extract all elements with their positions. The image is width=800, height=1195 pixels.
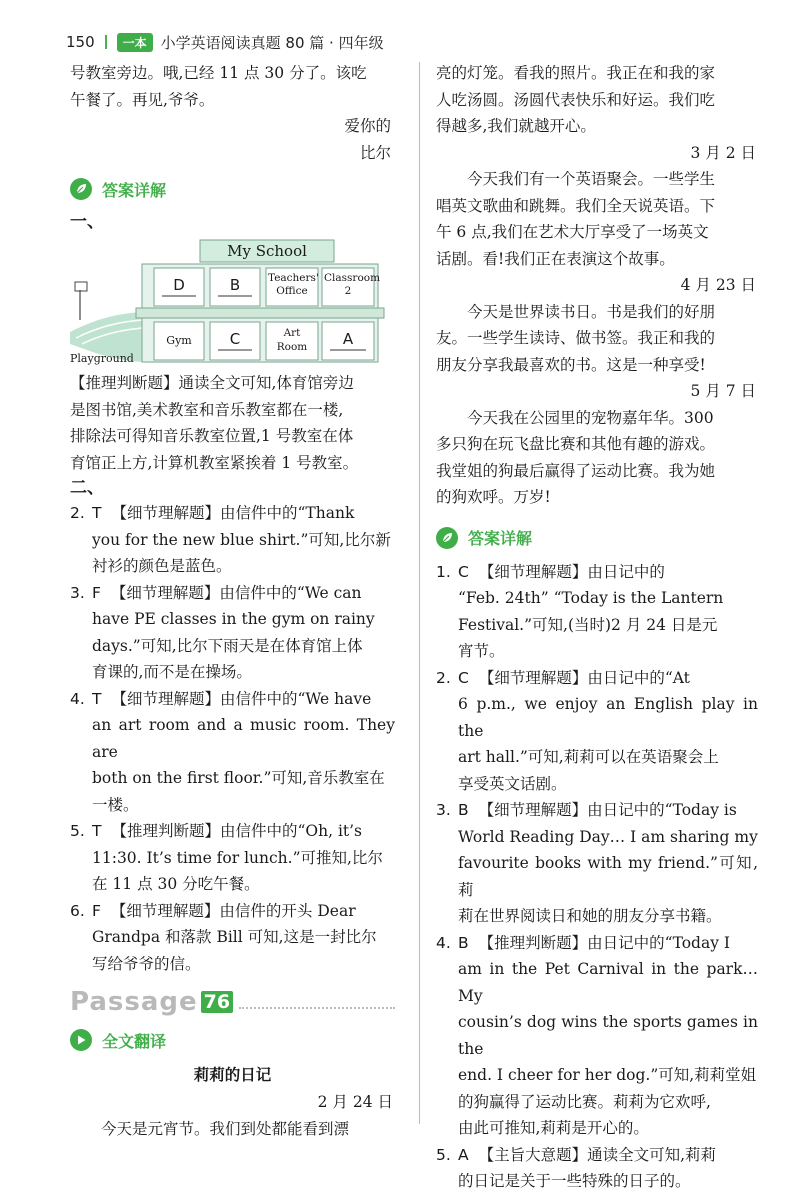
diary-date: 4 月 23 日 xyxy=(680,276,756,294)
diary-line: 的狗欢呼。万岁! xyxy=(436,488,551,506)
answer-line: Grandpa 和落款 Bill 可知,这是一封比尔 xyxy=(92,928,377,946)
explain-line: 是图书馆,美术教室和音乐教室都在一楼, xyxy=(70,400,344,419)
answer-item xyxy=(70,818,395,898)
answer-line: 11:30. It’s time for lunch.”可推知,比尔 xyxy=(92,848,383,867)
left-column xyxy=(70,60,395,1142)
answer-heading xyxy=(70,174,395,204)
answer-heading xyxy=(436,523,758,553)
answer-line: an art room and a music room. They are xyxy=(92,716,395,761)
answer-line: 【细节理解题】由信件中的“We can xyxy=(110,583,362,602)
answer-line: 6 p.m., we enjoy an English play in the xyxy=(458,695,758,740)
book-title: 小学英语阅读真题 80 篇 · 四年级 xyxy=(160,33,384,52)
answer-line: 育课的,而不是在操场。 xyxy=(92,663,252,681)
answer-line: 【推理判断题】由日记中的“Today I xyxy=(478,933,731,952)
answer-line: 【细节理解题】由日记中的“Today is xyxy=(478,801,737,819)
answer-line: 【主旨大意题】通读全文可知,莉莉 xyxy=(478,1145,717,1164)
brand-logo: 一本 xyxy=(117,33,153,52)
diary-date: 2 月 24 日 xyxy=(317,1093,393,1111)
diary-line: 亮的灯笼。看我的照片。我正在和我的家 xyxy=(436,64,716,82)
answer-line: end. I cheer for her dog.”可知,莉莉堂姐 xyxy=(458,1066,757,1084)
diary-line: 今天是元宵节。我们到处都能看到漂 xyxy=(101,1119,350,1138)
answer-item xyxy=(70,686,395,819)
answer-line: 享受英文话剧。 xyxy=(458,774,567,793)
answer-letter: B xyxy=(458,933,469,952)
room-label: Teachers' Office xyxy=(268,272,319,297)
answer-number: 3. xyxy=(70,583,85,602)
answer-number: 4. xyxy=(70,689,85,708)
answer-line: 的狗赢得了运动比赛。莉莉为它欢呼, xyxy=(458,1092,711,1111)
diary-line: 多只狗在玩飞盘比赛和其他有趣的游戏。 xyxy=(436,435,716,453)
answer-letter: C xyxy=(458,562,469,581)
answer-letter: C xyxy=(458,668,469,687)
diary-date: 5 月 7 日 xyxy=(690,382,756,400)
answer-line: days.”可知,比尔下雨天是在体育馆上体 xyxy=(92,636,363,655)
answer-item xyxy=(436,665,758,798)
answer-line: 由此可推知,莉莉是开心的。 xyxy=(458,1119,649,1137)
school-diagram xyxy=(70,234,395,366)
answer-item xyxy=(70,898,395,978)
page-header xyxy=(66,28,384,56)
explain-line: 育馆正上方,计算机教室紧挨着 1 号教室。 xyxy=(70,453,359,472)
room-label: Gym xyxy=(166,334,192,347)
diary-line: 今天我们有一个英语聚会。一些学生 xyxy=(467,170,716,188)
diary-title: 莉莉的日记 xyxy=(193,1066,272,1084)
right-column xyxy=(436,60,758,1195)
answer-line: 【细节理解题】由信件中的“Thank xyxy=(111,504,355,522)
column-divider xyxy=(419,62,420,1124)
answer-line: 衬衫的颜色是蓝色。 xyxy=(92,557,232,575)
answer-line: World Reading Day… I am sharing my xyxy=(458,827,758,846)
room-label: Art Room xyxy=(276,327,308,353)
answer-letter: T xyxy=(92,822,102,840)
answer-letter: B xyxy=(458,801,469,819)
answer-item xyxy=(436,930,758,1142)
letter-tail-line: 号教室旁边。哦,已经 11 点 30 分了。该吃 xyxy=(70,64,367,82)
answer-line: cousin’s dog wins the sports games in the xyxy=(458,1013,758,1058)
answer-number: 6. xyxy=(70,901,85,920)
passage-dotted-rule xyxy=(239,995,395,1009)
passage-word: Passage xyxy=(70,987,198,1017)
answer-number: 5. xyxy=(436,1145,451,1164)
leaf-icon xyxy=(436,527,458,549)
answer-line: you for the new blue shirt.”可知,比尔新 xyxy=(92,530,391,549)
letter-tail-line: 午餐了。再见,爷爷。 xyxy=(70,90,215,109)
answer-line: favourite books with my friend.”可知,莉 xyxy=(458,854,758,899)
room-label: A xyxy=(342,330,354,348)
answer-number: 2. xyxy=(436,668,451,687)
diary-line: 友。一些学生读诗、做书签。我正和我的 xyxy=(436,329,716,347)
answer-line: have PE classes in the gym on rainy xyxy=(92,610,375,628)
explain-line: 【推理判断题】通读全文可知,体育馆旁边 xyxy=(70,374,354,392)
answer-item xyxy=(70,500,395,580)
explain-line: 排除法可得知音乐教室位置,1 号教室在体 xyxy=(70,427,354,445)
answer-item xyxy=(436,1142,758,1195)
answer-item xyxy=(70,580,395,686)
diagram-title: My School xyxy=(227,242,307,260)
answer-heading-text: 答案详解 xyxy=(468,529,533,548)
diary-line: 话剧。看!我们正在表演这个故事。 xyxy=(436,249,675,268)
translation-heading-text: 全文翻译 xyxy=(102,1031,167,1051)
answer-line: 【细节理解题】由信件中的“We have xyxy=(111,689,372,708)
translation-heading xyxy=(70,1025,395,1055)
answer-line: Festival.”可知,(当时)2 月 24 日是元 xyxy=(458,615,718,634)
answer-letter: F xyxy=(92,583,101,602)
answer-line: 的日记是关于一些特殊的日子的。 xyxy=(458,1172,691,1190)
answer-number: 5. xyxy=(70,822,85,840)
answer-number: 4. xyxy=(436,933,451,952)
answer-line: 一楼。 xyxy=(92,795,139,814)
diagram-playground-label: Playground xyxy=(70,352,134,365)
diary-line: 人吃汤圆。汤圆代表快乐和好运。我们吃 xyxy=(436,90,716,109)
room-label: D xyxy=(173,276,185,294)
answer-line: “Feb. 24th” “Today is the Lantern xyxy=(458,589,724,607)
room-label: C xyxy=(229,330,241,348)
room-label: B xyxy=(229,276,241,294)
diary-line: 得越多,我们就越开心。 xyxy=(436,117,596,135)
answer-line: 在 11 点 30 分吃午餐。 xyxy=(92,875,260,893)
header-divider xyxy=(105,35,107,49)
diary-line: 今天我在公园里的宠物嘉年华。300 xyxy=(467,408,714,427)
letter-signer: 比尔 xyxy=(359,143,391,162)
diary-line: 唱英文歌曲和跳舞。我们全天说英语。下 xyxy=(436,196,716,215)
diary-line: 午 6 点,我们在艺术大厅享受了一场英文 xyxy=(436,223,709,241)
answer-item xyxy=(436,559,758,665)
play-icon xyxy=(70,1029,92,1051)
answer-number: 3. xyxy=(436,801,451,819)
passage-number: 76 xyxy=(201,991,233,1013)
diary-date: 3 月 2 日 xyxy=(690,143,756,162)
part-two-label: 二、 xyxy=(70,478,104,498)
page-number: 150 xyxy=(66,33,95,51)
answer-line: 【推理判断题】由信件中的“Oh, it’s xyxy=(111,822,363,840)
leaf-icon xyxy=(70,178,92,200)
answer-line: 莉在世界阅读日和她的朋友分享书籍。 xyxy=(458,907,722,925)
answer-line: 【细节理解题】由日记中的“At xyxy=(478,668,690,687)
letter-signoff: 爱你的 xyxy=(344,117,391,135)
answer-letter: T xyxy=(92,689,102,708)
answer-number: 1. xyxy=(436,562,451,581)
answer-letter: T xyxy=(92,504,102,522)
answer-line: 【细节理解题】由日记中的 xyxy=(478,562,665,581)
answer-line: 写给爷爷的信。 xyxy=(92,954,201,973)
answer-line: 宵节。 xyxy=(458,642,505,660)
answer-number: 2. xyxy=(70,504,85,522)
answer-item xyxy=(436,797,758,930)
passage-banner xyxy=(70,987,395,1017)
answer-letter: F xyxy=(92,901,101,920)
part-one-label: 一、 xyxy=(70,212,104,232)
answer-line: both on the first floor.”可知,音乐教室在 xyxy=(92,769,385,787)
answer-line: 【细节理解题】由信件的开头 Dear xyxy=(110,901,356,920)
answer-heading-text: 答案详解 xyxy=(102,180,167,200)
diary-line: 朋友分享我最喜欢的书。这是一种享受! xyxy=(436,355,706,374)
answer-line: art hall.”可知,莉莉可以在英语聚会上 xyxy=(458,748,719,766)
answer-letter: A xyxy=(458,1145,469,1164)
diary-line: 我堂姐的狗最后赢得了运动比赛。我为她 xyxy=(436,461,716,480)
diary-line: 今天是世界读书日。书是我们的好朋 xyxy=(467,302,716,321)
room-label: Classroom 2 xyxy=(324,272,381,297)
answer-line: am in the Pet Carnival in the park…My xyxy=(458,960,758,1005)
